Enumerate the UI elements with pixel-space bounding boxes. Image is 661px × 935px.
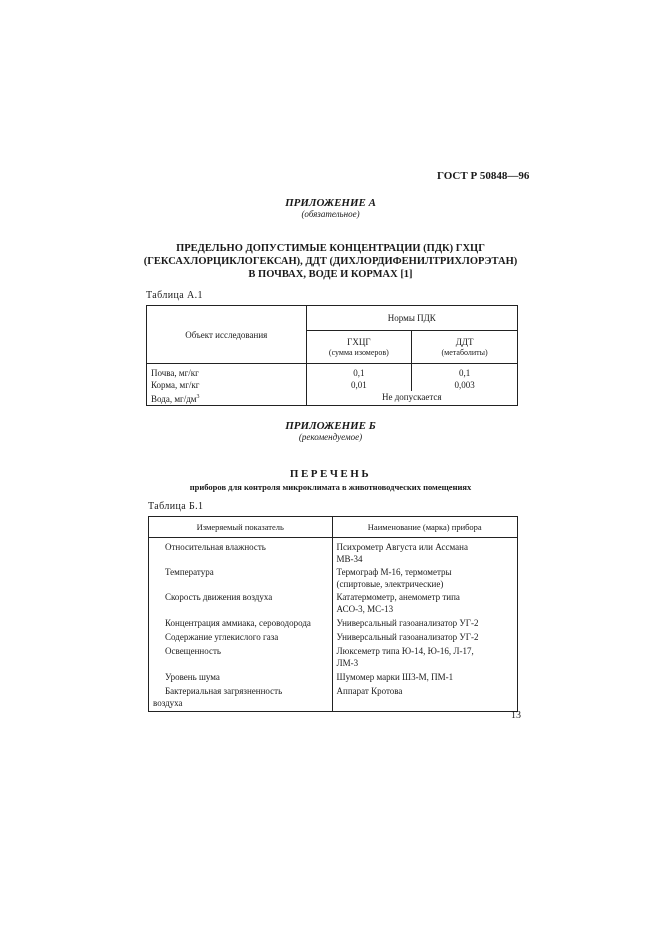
- table-a1-caption: Таблица А.1: [146, 290, 203, 301]
- row-indicator: Освещенность: [149, 643, 333, 669]
- table-row: [149, 629, 518, 643]
- table-a1: [146, 305, 518, 406]
- col-hchg-header: [306, 331, 412, 364]
- table-row: [149, 615, 518, 629]
- col-device-header: Наименование (марка) прибора: [332, 517, 517, 538]
- appendix-a-status: (обязательное): [301, 209, 360, 219]
- row-indicator: Концентрация аммиака, сероводорода: [149, 615, 333, 629]
- row-device: Универсальный газоанализатор УГ-2: [332, 615, 517, 629]
- col-hchg-note: (сумма изомеров): [328, 348, 389, 357]
- table-row: [147, 364, 518, 380]
- appendix-b-status: (рекомендуемое): [298, 432, 363, 442]
- appendix-a-heading-line1: ПРЕДЕЛЬНО ДОПУСТИМЫЕ КОНЦЕНТРАЦИИ (ПДК) ГХЦГ: [176, 243, 485, 254]
- table-b1: [148, 516, 518, 712]
- col-indicator-header: Измеряемый показатель: [149, 517, 333, 538]
- col-norms-header: Нормы ПДК: [306, 306, 517, 331]
- row-indicator: Уровень шума: [149, 669, 333, 683]
- row-object: Почва, мг/кг: [147, 364, 307, 380]
- row-indicator: Бактериальная загрязненность воздуха: [149, 683, 333, 712]
- appendix-b-title: ПРИЛОЖЕНИЕ Б: [285, 420, 376, 432]
- row-device: Термограф М-16, термометры (спиртовые, электрические): [332, 565, 517, 590]
- appendix-a-heading-line2: (ГЕКСАХЛОРЦИКЛОГЕКСАН), ДДТ (ДИХЛОРДИФЕНИЛТРИХЛОРЭТАН): [143, 256, 518, 267]
- table-row: [149, 643, 518, 669]
- page-number: 13: [511, 710, 521, 721]
- row-device: Кататермометр, анемометр типа АСО-3, МС-13: [332, 590, 517, 615]
- appendix-a-title: ПРИЛОЖЕНИЕ А: [285, 197, 376, 209]
- appendix-b-heading: ПЕРЕЧЕНЬ: [289, 468, 372, 480]
- row-ddt: 0,1: [412, 364, 518, 380]
- row-indicator: Скорость движения воздуха: [149, 590, 333, 615]
- col-hchg-label: ГХЦГ: [347, 337, 371, 347]
- col-ddt-header: [412, 331, 518, 364]
- row-object-water: Вода, $мг/дм^3$: [147, 391, 307, 406]
- row-device: Люксеметр типа Ю-14, Ю-16, Л-17, ЛМ-3: [332, 643, 517, 669]
- table-row: [149, 565, 518, 590]
- row-water-value: Не допускается: [306, 391, 517, 406]
- table-row: [149, 538, 518, 566]
- row-hchg: 0,1: [306, 364, 412, 380]
- row-hchg: 0,01: [306, 379, 412, 391]
- row-device: Шумомер марки Ш3-М, ПМ-1: [332, 669, 517, 683]
- table-b1-caption: Таблица Б.1: [148, 501, 204, 512]
- col-ddt-label: ДДТ: [455, 337, 474, 347]
- table-row: [147, 379, 518, 391]
- col-ddt-note: (метаболиты): [441, 348, 488, 357]
- appendix-b-subheading: приборов для контроля микроклимата в животноводческих помещениях: [189, 482, 472, 492]
- row-device: Психрометр Августа или Ассмана МВ-34: [332, 538, 517, 566]
- table-row: [147, 391, 518, 406]
- row-device: Универсальный газоанализатор УГ-2: [332, 629, 517, 643]
- row-indicator: Температура: [149, 565, 333, 590]
- col-object-header: Объект исследования: [147, 306, 307, 364]
- row-device: Аппарат Кротова: [332, 683, 517, 712]
- row-indicator: Относительная влажность: [149, 538, 333, 566]
- row-ddt: 0,003: [412, 379, 518, 391]
- row-indicator: Содержание углекислого газа: [149, 629, 333, 643]
- document-code: ГОСТ Р 50848—96: [437, 170, 530, 182]
- table-row: [149, 683, 518, 712]
- table-row: [149, 590, 518, 615]
- table-row: [149, 669, 518, 683]
- appendix-a-heading-line3: В ПОЧВАХ, ВОДЕ И КОРМАХ [1]: [248, 269, 413, 280]
- row-object: Корма, мг/кг: [147, 379, 307, 391]
